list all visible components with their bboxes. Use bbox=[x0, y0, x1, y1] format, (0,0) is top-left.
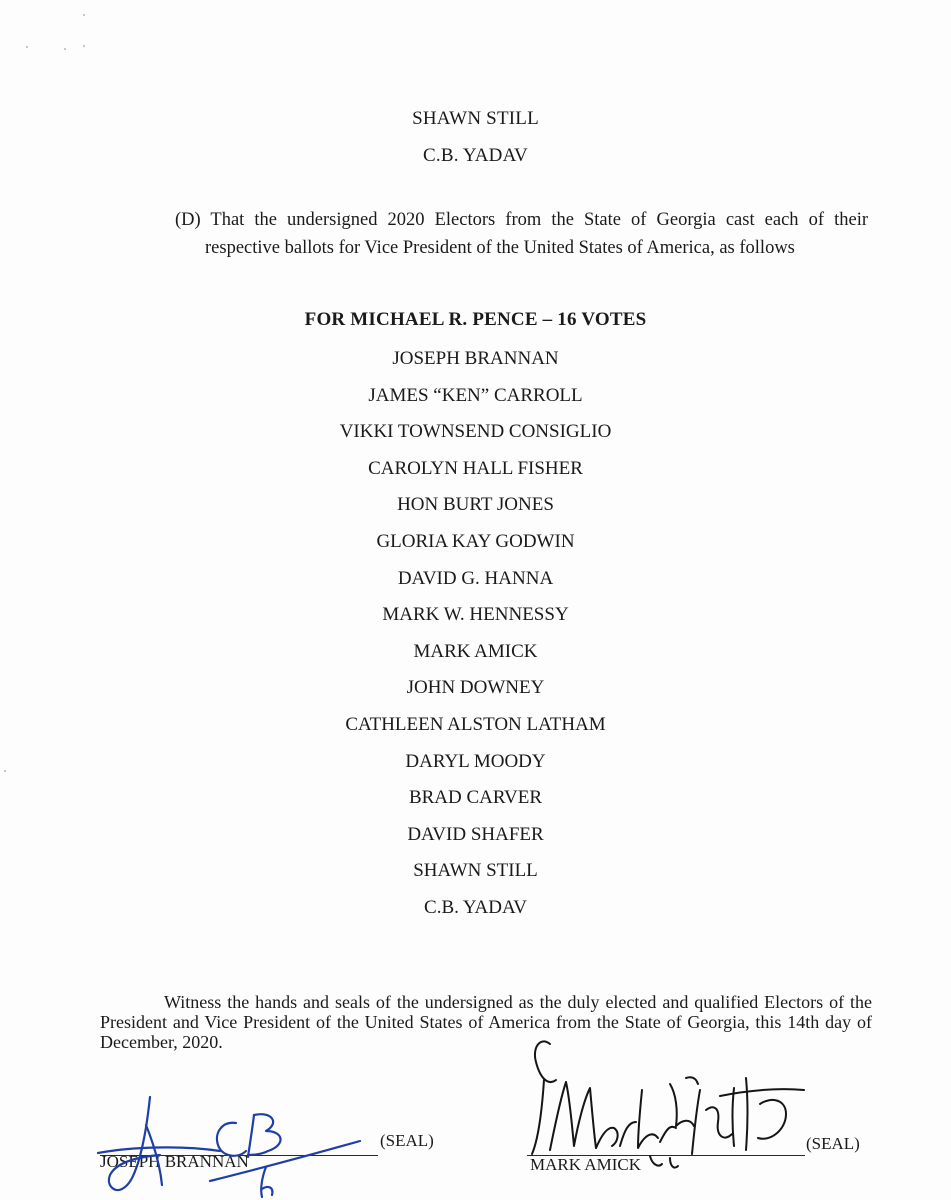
paragraph-d-cont bbox=[205, 234, 865, 262]
paragraph-d-line-2: respective ballots for Vice President of the United States of America, as follows bbox=[205, 238, 795, 258]
vote-heading: FOR MICHAEL R. PENCE – 16 VOTES bbox=[304, 309, 647, 330]
elector-name: MARK W. HENNESSY bbox=[382, 604, 569, 626]
paragraph-d bbox=[175, 206, 868, 234]
elector-name: C.B. YADAV bbox=[424, 896, 527, 918]
elector-name: GLORIA KAY GODWIN bbox=[376, 530, 575, 552]
elector-name: JAMES “KEN” CARROLL bbox=[368, 384, 583, 406]
elector-list bbox=[0, 341, 951, 927]
elector-name: CAROLYN HALL FISHER bbox=[368, 457, 583, 479]
signature-right bbox=[520, 1030, 820, 1175]
signer-name-left: JOSEPH BRANNAN bbox=[100, 1152, 249, 1171]
witness-line-2: President and Vice President of the United States of America from the State of Georgia, this 14th day of bbox=[100, 1012, 872, 1032]
elector-name: DAVID SHAFER bbox=[407, 823, 544, 845]
elector-name: VIKKI TOWNSEND CONSIGLIO bbox=[339, 421, 612, 443]
elector-name: DARYL MOODY bbox=[405, 750, 546, 772]
elector-name: JOSEPH BRANNAN bbox=[392, 348, 559, 369]
seal-label-right: (SEAL) bbox=[806, 1134, 860, 1153]
elector-name: CATHLEEN ALSTON LATHAM bbox=[345, 713, 606, 735]
signer-name-right: MARK AMICK bbox=[530, 1155, 641, 1174]
elector-name: DAVID G. HANNA bbox=[397, 567, 554, 589]
witness-line-1: Witness the hands and seals of the undersigned as the duly elected and qualified Electors of the bbox=[164, 992, 872, 1012]
elector-name: MARK AMICK bbox=[413, 640, 538, 662]
signature-left bbox=[90, 1085, 390, 1200]
elector-name: BRAD CARVER bbox=[408, 787, 543, 809]
seal-label-left: (SEAL) bbox=[380, 1131, 434, 1150]
witness-line-3: December, 2020. bbox=[100, 1032, 223, 1052]
top-name-1: SHAWN STILL bbox=[412, 108, 539, 129]
paragraph-d-line-1: (D) That the undersigned 2020 Electors from the State of Georgia cast each of their bbox=[175, 210, 868, 230]
elector-name: JOHN DOWNEY bbox=[406, 677, 545, 699]
elector-name: HON BURT JONES bbox=[397, 494, 554, 516]
top-name-2: C.B. YADAV bbox=[423, 145, 528, 166]
elector-name: SHAWN STILL bbox=[413, 860, 538, 882]
